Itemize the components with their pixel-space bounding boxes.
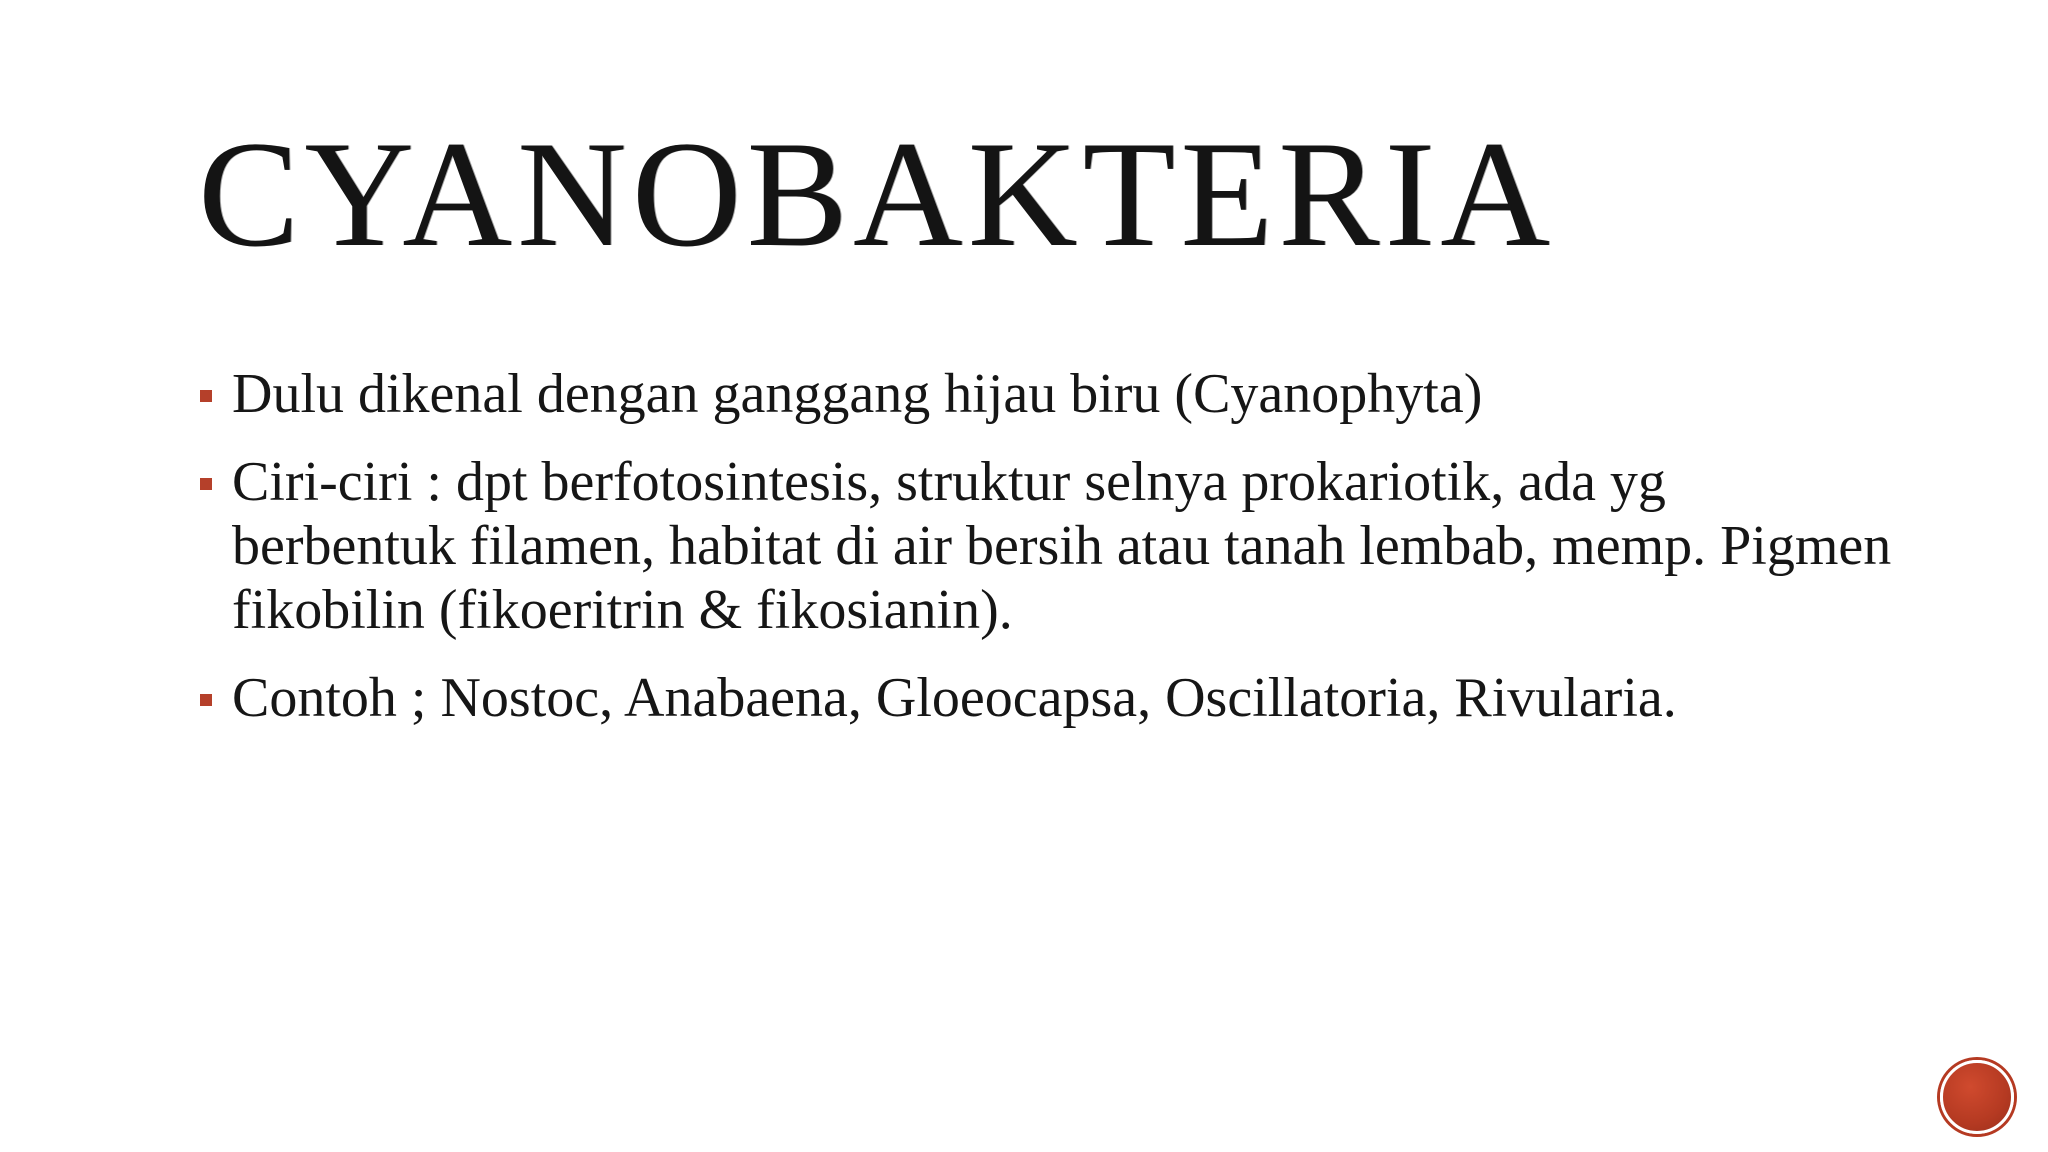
square-bullet-icon: [200, 478, 212, 490]
bullet-text: Contoh ; Nostoc, Anabaena, Gloeocapsa, Oscillatoria, Rivularia.: [232, 667, 1677, 729]
slide-title: CYANOBAKTERIA: [198, 110, 1555, 278]
circle-nav-icon[interactable]: [1940, 1060, 2014, 1134]
bullet-item: [200, 666, 1900, 730]
square-bullet-icon: [200, 694, 212, 706]
bullet-text: Ciri-ciri : dpt berfotosintesis, struktur selnya prokariotik, ada yg berbentuk filamen, habitat di air bersih atau tanah lembab, memp. Pigmen fikobilin (fikoeritrin & fikosianin).: [232, 451, 1892, 641]
square-bullet-icon: [200, 390, 212, 402]
bullet-item: [200, 362, 1900, 426]
bullet-list: [200, 362, 1900, 754]
bullet-text: Dulu dikenal dengan ganggang hijau biru (Cyanophyta): [232, 363, 1483, 425]
bullet-item: [200, 450, 1900, 642]
